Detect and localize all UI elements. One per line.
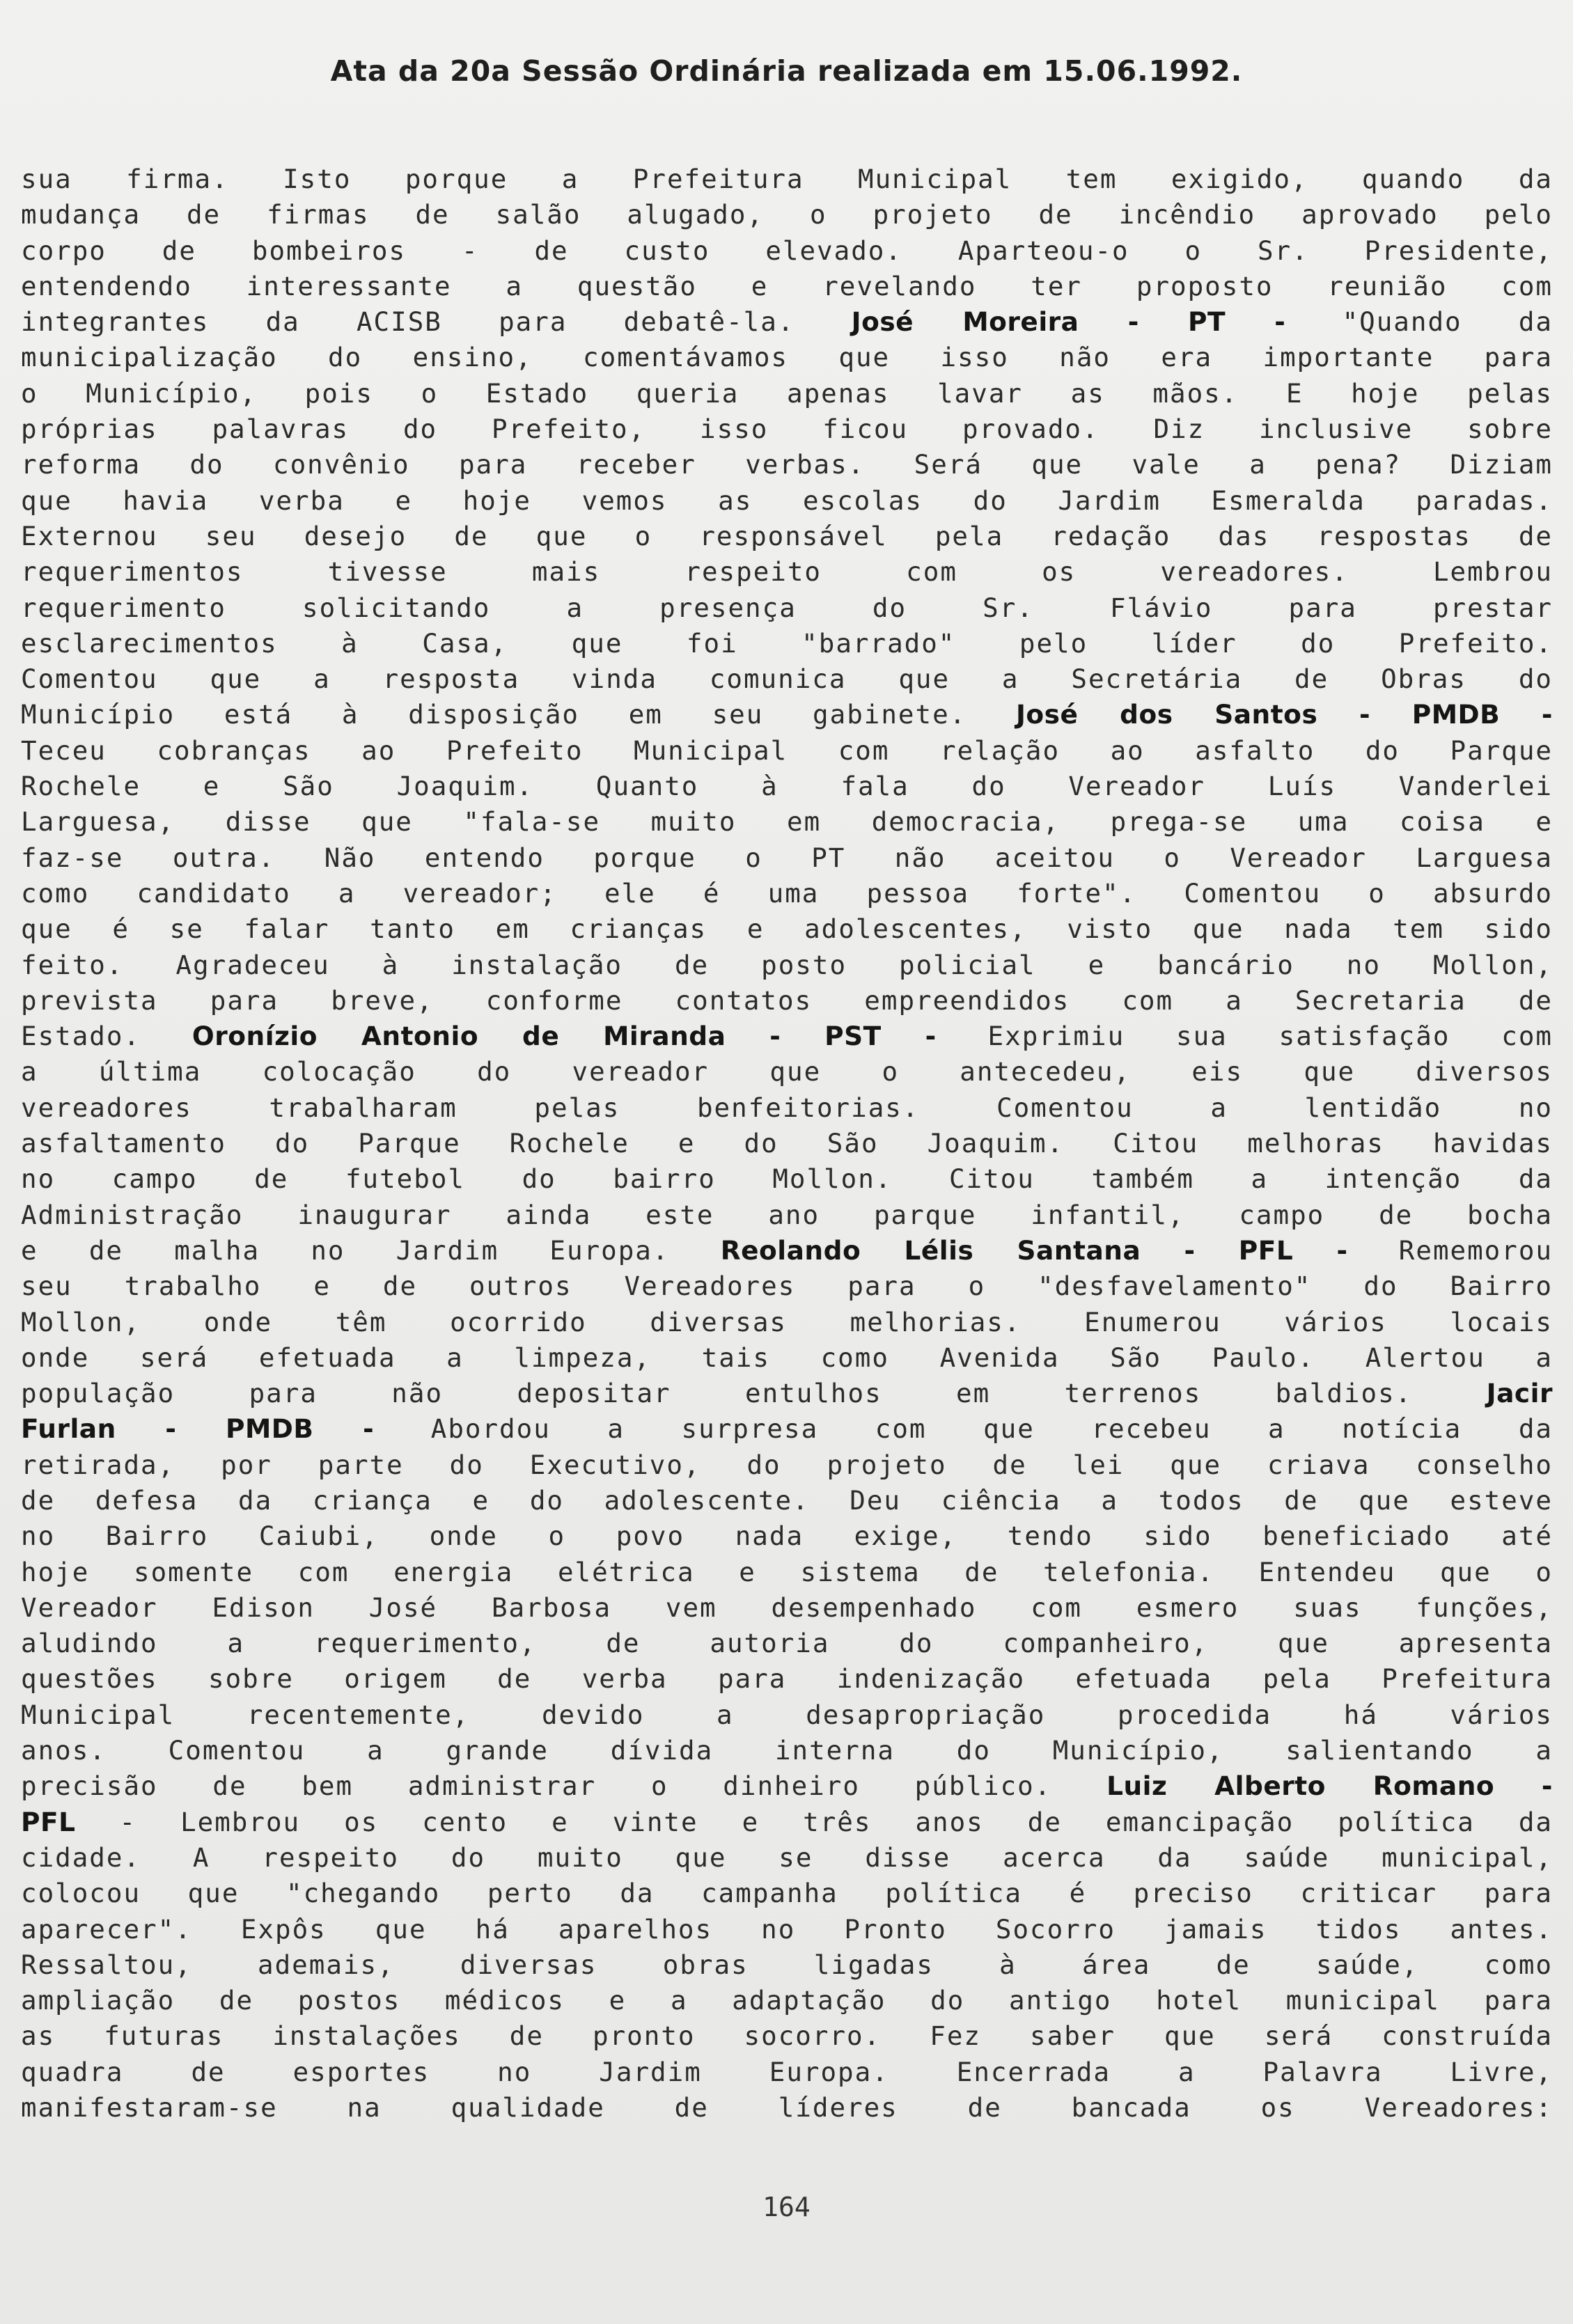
text-line (21, 2055, 1553, 2090)
text-run: requerimentos tivesse mais respeito com os vereadores. Lembrou (21, 556, 1553, 588)
text-line (21, 1090, 1553, 1126)
text-line (21, 1447, 1553, 1483)
text-line (21, 2090, 1553, 2126)
text-line (21, 233, 1553, 269)
text-line (21, 1626, 1553, 1661)
text-run: corpo de bombeiros - de custo elevado. Aparteou-o o Sr. Presidente, (21, 235, 1553, 266)
text-line (21, 1126, 1553, 1161)
text-run: Abordou a surpresa com que recebeu a notícia da (374, 1413, 1553, 1445)
text-run: mudança de firmas de salão alugado, o projeto de incêndio aprovado pelo (21, 199, 1553, 230)
text-run: Vereador Edison José Barbosa vem desempenhado com esmero suas funções, (21, 1592, 1553, 1623)
text-line (21, 1733, 1553, 1768)
text-run: anos. Comentou a grande dívida interna do Município, salientando a (21, 1735, 1553, 1766)
speaker-name: PFL (21, 1806, 76, 1837)
text-line (21, 626, 1553, 661)
text-line (21, 1947, 1553, 1983)
text-line (21, 1768, 1553, 1804)
text-line (21, 1483, 1553, 1518)
text-run: Administração inaugurar ainda este ano parque infantil, campo de bocha (21, 1199, 1553, 1230)
text-line (21, 1376, 1553, 1411)
text-line (21, 1876, 1553, 1911)
text-line (21, 447, 1553, 482)
text-line (21, 2018, 1553, 2054)
text-run: precisão de bem administrar o dinheiro público. (21, 1771, 1107, 1802)
text-run: hoje somente com energia elétrica e sistema de telefonia. Entendeu que o (21, 1556, 1553, 1587)
text-run: Teceu cobranças ao Prefeito Municipal com relação ao asfalto do Parque (21, 735, 1553, 766)
text-run: Externou seu desejo de que o responsável pela redação das respostas de (21, 520, 1553, 551)
document-title: Ata da 20a Sessão Ordinária realizada em 15.06.1992. (330, 54, 1243, 88)
text-line (21, 840, 1553, 876)
text-run: aludindo a requerimento, de autoria do companheiro, que apresenta (21, 1628, 1553, 1659)
text-run: reforma do convênio para receber verbas. Será que vale a pena? Diziam (21, 449, 1553, 480)
text-line (21, 1912, 1553, 1947)
text-run: Exprimiu sua satisfação com (936, 1021, 1554, 1052)
text-run: de defesa da criança e do adolescente. Deu ciência a todos de que esteve (21, 1484, 1553, 1516)
text-run: aparecer". Expôs que há aparelhos no Pronto Socorro jamais tidos antes. (21, 1913, 1553, 1945)
text-line (21, 590, 1553, 626)
text-run: requerimento solicitando a presença do Sr. Flávio para prestar (21, 592, 1553, 623)
text-run: no Bairro Caiubi, onde o povo nada exige, tendo sido beneficiado até (21, 1521, 1553, 1552)
speaker-name: Jacir (1486, 1378, 1553, 1409)
text-line (21, 1983, 1553, 2018)
text-run: ampliação de postos médicos e a adaptação do antigo hotel municipal para (21, 1985, 1553, 2016)
text-run: onde será efetuada a limpeza, tais como Avenida São Paulo. Alertou a (21, 1342, 1553, 1373)
text-run: entendendo interessante a questão e revelando ter proposto reunião com (21, 270, 1553, 301)
text-run: sua firma. Isto porque a Prefeitura Municipal tem exigido, quando da (21, 164, 1553, 194)
text-run: próprias palavras do Prefeito, isso ficou provado. Diz inclusive sobre (21, 414, 1553, 445)
text-line (21, 769, 1553, 804)
text-line (21, 1269, 1553, 1304)
text-line (21, 661, 1553, 697)
speaker-name: Reolando Lélis Santana - PFL - (720, 1234, 1348, 1266)
text-run: retirada, por parte do Executivo, do projeto de lei que criava conselho (21, 1449, 1553, 1480)
text-line (21, 1054, 1553, 1090)
text-line (21, 1340, 1553, 1376)
text-line (21, 983, 1553, 1019)
text-line (21, 162, 1553, 197)
text-run: - Lembrou os cento e vinte e três anos de emancipação política da (75, 1806, 1553, 1837)
text-run: "Quando da (1285, 306, 1553, 338)
text-line (21, 1661, 1553, 1697)
text-run: o Município, pois o Estado queria apenas lavar as mãos. E hoje pelas (21, 377, 1553, 409)
text-run: esclarecimentos à Casa, que foi "barrado" pelo líder do Prefeito. (21, 627, 1553, 659)
body-text (21, 162, 1553, 2126)
speaker-name: Luiz Alberto Romano - (1106, 1771, 1553, 1802)
text-run: colocou que "chegando perto da campanha política é preciso criticar para (21, 1878, 1553, 1909)
text-line (21, 1805, 1553, 1840)
text-line (21, 1555, 1553, 1590)
text-line (21, 519, 1553, 554)
text-line (21, 483, 1553, 519)
text-line (21, 1411, 1553, 1447)
text-run: integrantes da ACISB para debatê-la. (21, 306, 852, 338)
text-run: Rochele e São Joaquim. Quanto à fala do Vereador Luís Vanderlei (21, 771, 1553, 802)
speaker-name: Oronízio Antonio de Miranda - PST - (191, 1021, 937, 1052)
text-run: as futuras instalações de pronto socorro. Fez saber que será construída (21, 2020, 1553, 2052)
text-run: municipalização do ensino, comentávamos que isso não era importante para (21, 342, 1553, 373)
text-line (21, 911, 1553, 947)
text-line (21, 411, 1553, 447)
text-run: como candidato a vereador; ele é uma pessoa forte". Comentou o absurdo (21, 877, 1553, 909)
text-run: Larguesa, disse que "fala-se muito em democracia, prega-se uma coisa e (21, 806, 1553, 838)
text-run: Mollon, onde têm ocorrido diversas melhorias. Enumerou vários locais (21, 1306, 1553, 1337)
text-line (21, 304, 1553, 340)
text-line (21, 1198, 1553, 1233)
text-line (21, 697, 1553, 732)
text-line (21, 733, 1553, 769)
text-line (21, 197, 1553, 233)
text-run: Estado. (21, 1021, 192, 1052)
text-run: asfaltamento do Parque Rochele e do São Joaquim. Citou melhoras havidas (21, 1128, 1553, 1159)
text-run: feito. Agradeceu à instalação de posto policial e bancário no Mollon, (21, 949, 1553, 980)
speaker-name: Furlan - PMDB - (21, 1413, 375, 1445)
text-line (21, 1161, 1553, 1197)
text-run: no campo de futebol do bairro Mollon. Citou também a intenção da (21, 1163, 1553, 1195)
text-line (21, 876, 1553, 911)
text-run: Municipal recentemente, devido a desapropriação procedida há vários (21, 1699, 1553, 1730)
speaker-name: José dos Santos - PMDB - (1015, 699, 1553, 730)
text-line (21, 269, 1553, 304)
text-run: faz-se outra. Não entendo porque o PT não aceitou o Vereador Larguesa (21, 842, 1553, 873)
text-line (21, 1019, 1553, 1054)
text-run: Comentou que a resposta vinda comunica que a Secretária de Obras do (21, 664, 1553, 695)
text-line (21, 340, 1553, 375)
text-run: Rememorou (1347, 1234, 1553, 1266)
text-run: quadra de esportes no Jardim Europa. Encerrada a Palavra Livre, (21, 2056, 1553, 2087)
speaker-name: José Moreira - PT - (851, 306, 1286, 338)
text-run: Ressaltou, ademais, diversas obras ligadas à área de saúde, como (21, 1949, 1553, 1980)
text-line (21, 1840, 1553, 1876)
text-line (21, 376, 1553, 411)
text-run: manifestaram-se na qualidade de líderes de bancada os Vereadores: (21, 2092, 1553, 2123)
text-run: e de malha no Jardim Europa. (21, 1234, 721, 1266)
text-run: questões sobre origem de verba para indenização efetuada pela Prefeitura (21, 1663, 1553, 1695)
text-run: vereadores trabalharam pelas benfeitorias. Comentou a lentidão no (21, 1092, 1553, 1123)
text-run: seu trabalho e de outros Vereadores para o "desfavelamento" do Bairro (21, 1271, 1553, 1302)
page-number: 164 (762, 2192, 811, 2222)
text-run: população para não depositar entulhos em terrenos baldios. (21, 1378, 1487, 1409)
text-line (21, 1305, 1553, 1340)
text-run: que havia verba e hoje vemos as escolas do Jardim Esmeralda paradas. (21, 485, 1553, 516)
text-run: prevista para breve, conforme contatos empreendidos com a Secretaria de (21, 984, 1553, 1016)
text-line (21, 1233, 1553, 1269)
text-run: Município está à disposição em seu gabinete. (21, 699, 1016, 730)
text-line (21, 1697, 1553, 1733)
text-run: que é se falar tanto em crianças e adolescentes, visto que nada tem sido (21, 913, 1553, 945)
text-run: a última colocação do vereador que o antecedeu, eis que diversos (21, 1056, 1553, 1088)
text-run: cidade. A respeito do muito que se disse acerca da saúde municipal, (21, 1842, 1553, 1873)
text-line (21, 1590, 1553, 1626)
text-line (21, 948, 1553, 983)
text-line (21, 1518, 1553, 1554)
text-line (21, 804, 1553, 840)
text-line (21, 554, 1553, 590)
